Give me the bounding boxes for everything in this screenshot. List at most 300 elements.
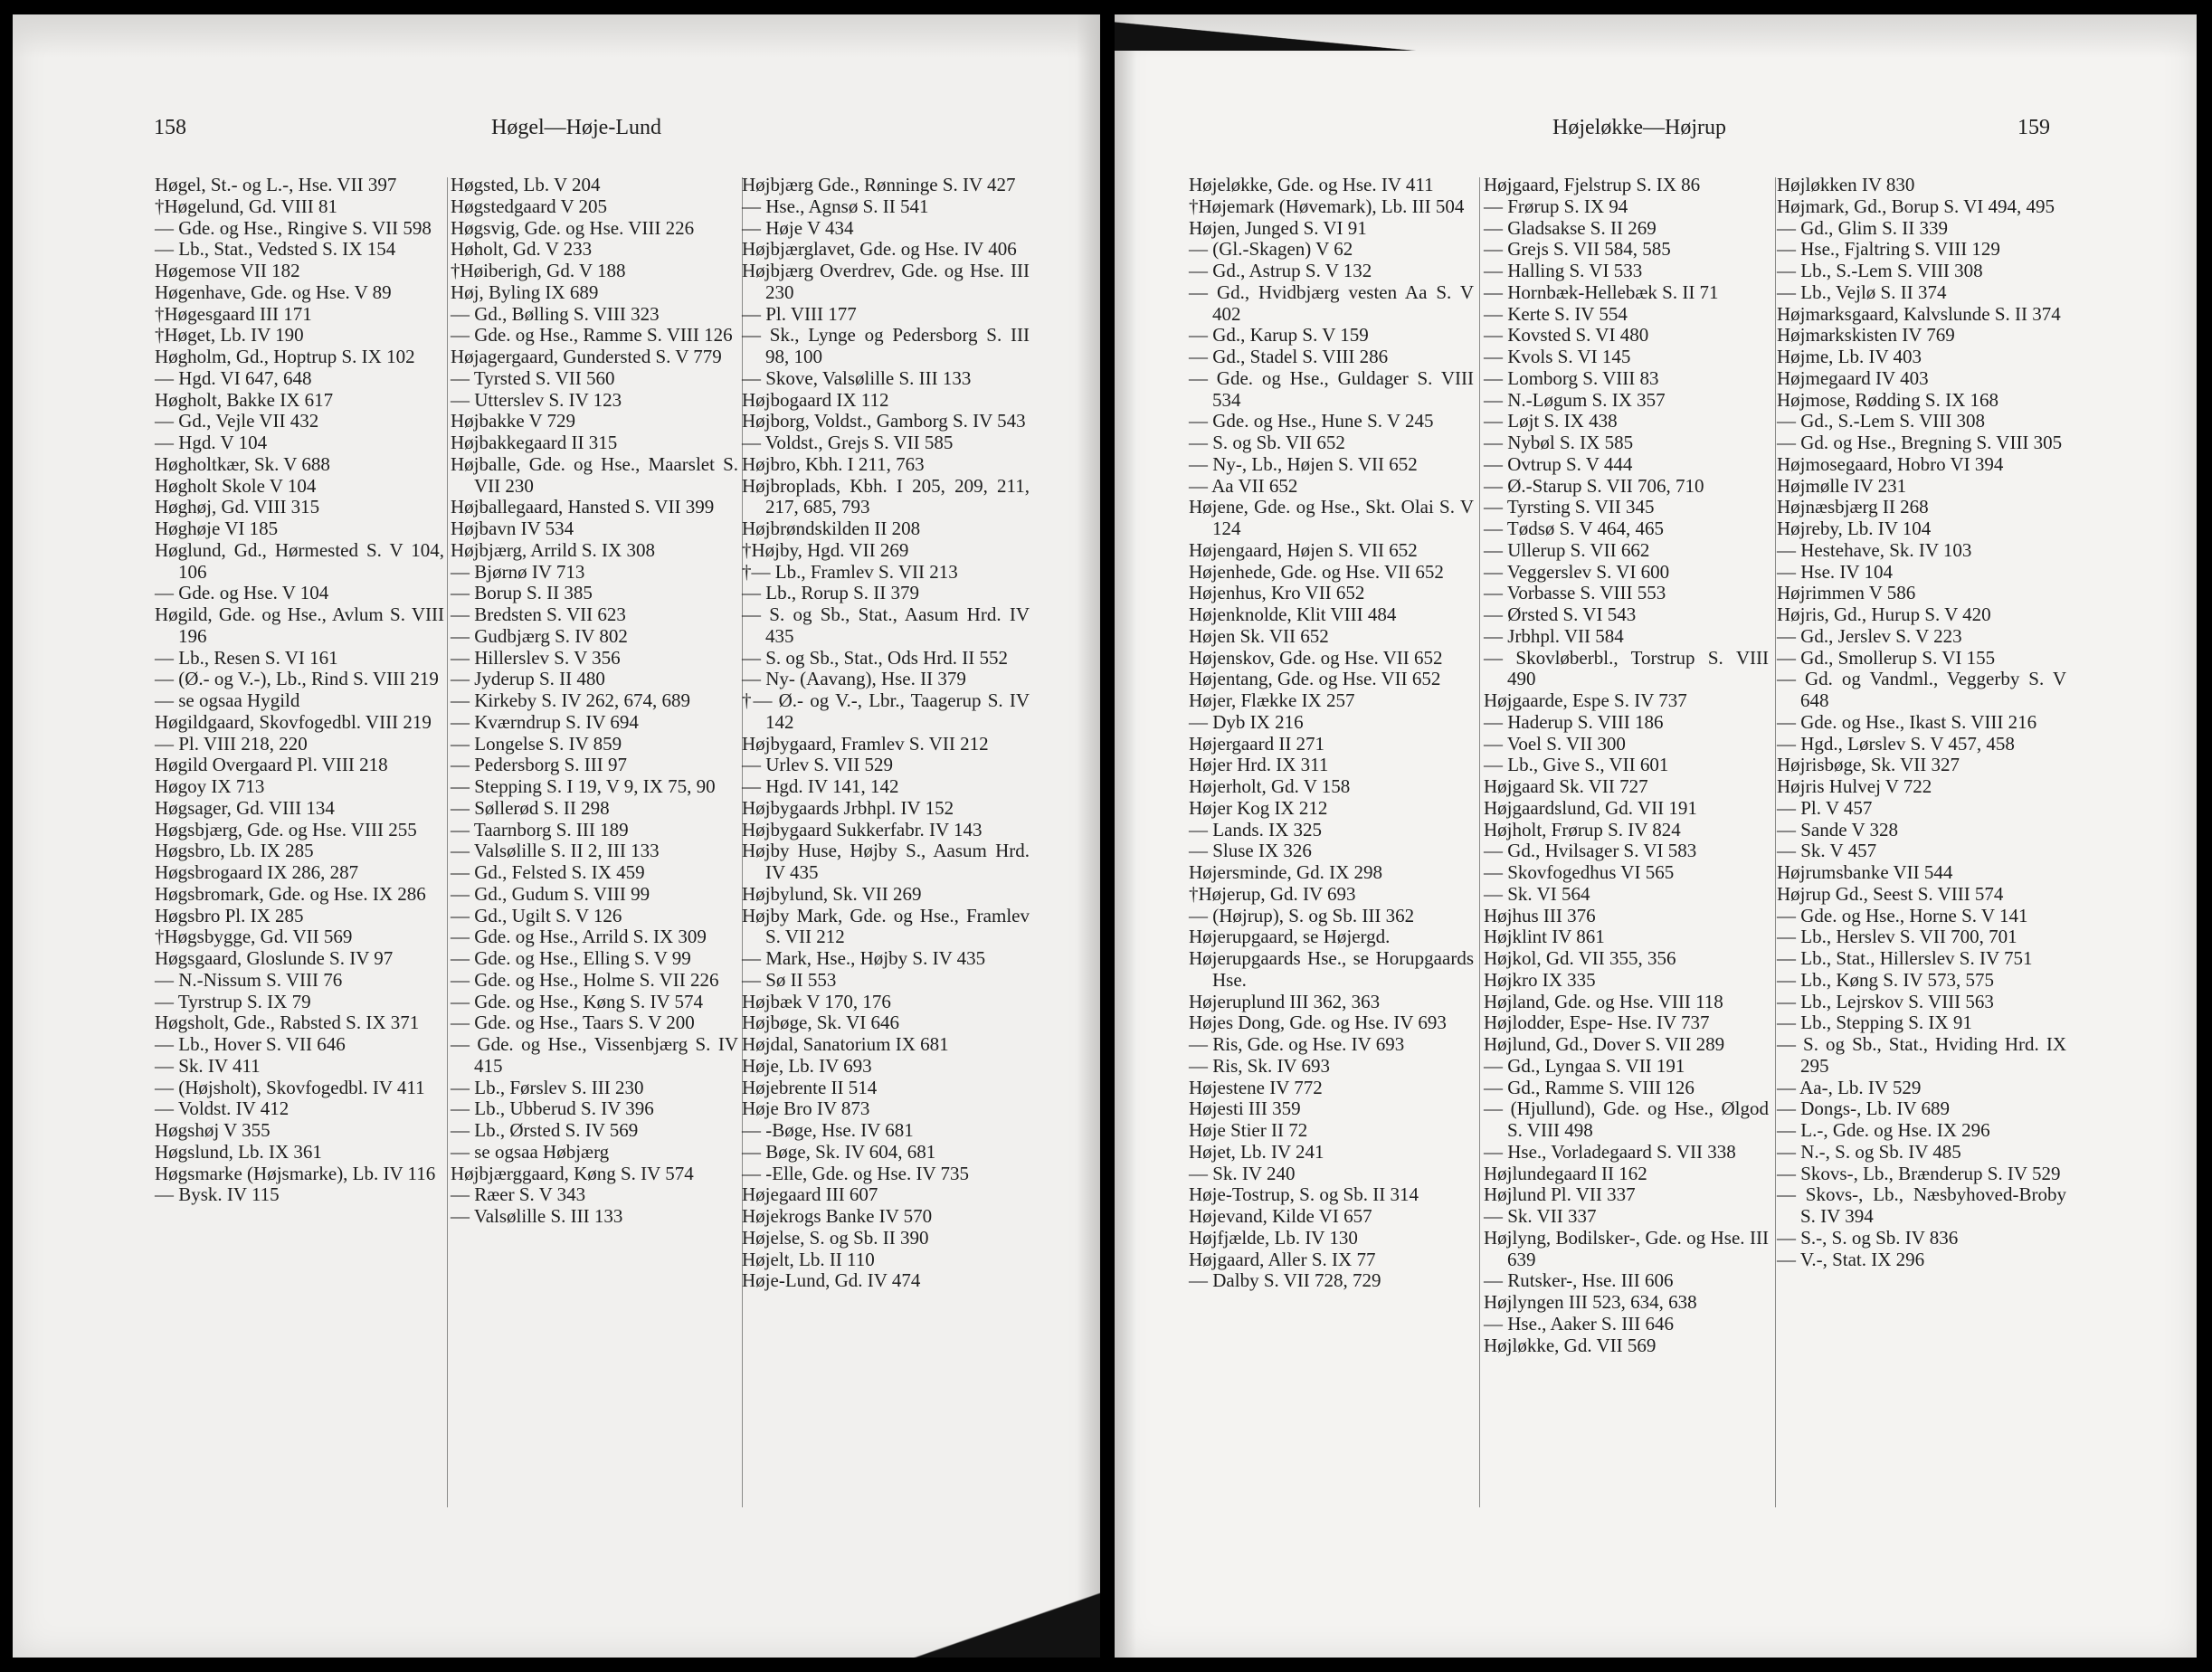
index-entry: — Valsølille S. II 2, III 133 — [451, 840, 660, 862]
index-entry: Høgsmarke (Højsmarke), Lb. IV 116 — [155, 1162, 436, 1184]
index-entry: — Lb., Herslev S. VII 700, 701 — [1777, 926, 2017, 948]
index-entry: — Sk. V 457 — [1777, 840, 1877, 862]
index-entry: Høgsager, Gd. VIII 134 — [155, 796, 335, 819]
index-entry: — Lb., Førslev S. III 230 — [451, 1076, 644, 1098]
index-entry: Højgaard, Aller S. IX 77 — [1189, 1248, 1376, 1270]
index-entry: Høje-Lund, Gd. IV 474 — [742, 1269, 921, 1292]
index-entry: Høje, Lb. IV 693 — [742, 1054, 872, 1077]
index-entry: — Ullerup S. VII 662 — [1484, 538, 1650, 561]
index-entry: — Kirkeby S. IV 262, 674, 689 — [451, 689, 691, 711]
index-entry: — Hgd. VI 647, 648 — [155, 366, 312, 389]
index-entry: Højengaard, Højen S. VII 652 — [1189, 538, 1418, 561]
index-entry: — Lb., Give S., VII 601 — [1484, 754, 1669, 776]
index-entry: — Gd., S.-Lem S. VIII 308 — [1777, 410, 1986, 432]
index-entry: Høgholt Skole V 104 — [155, 474, 317, 497]
index-entry: — Gde. og Hse., Taars S. V 200 — [451, 1012, 695, 1034]
index-entry: Højmarksgaard, Kalvslunde S. II 374 — [1777, 302, 2061, 325]
index-entry: Høgshøj V 355 — [155, 1119, 271, 1141]
index-entry: — Stepping S. I 19, V 9, IX 75, 90 — [451, 775, 716, 797]
index-entry: — Gde. og Hse., Ramme S. VIII 126 — [451, 324, 733, 347]
index-entry: — S. og Sb., Stat., Aasum Hrd. IV 435 — [742, 603, 1030, 647]
index-entry: Højlund Pl. VII 337 — [1484, 1183, 1636, 1206]
index-entry: Højbjærg Overdrev, Gde. og Hse. III 230 — [742, 260, 1030, 303]
index-entry: Højebrente II 514 — [742, 1076, 878, 1098]
index-entry: Høje-Tostrup, S. og Sb. II 314 — [1189, 1183, 1419, 1206]
left-page-header — [13, 116, 1100, 143]
index-entry: †Høiberigh, Gd. V 188 — [451, 260, 626, 281]
index-entry: — Skove, Valsølille S. III 133 — [742, 366, 972, 389]
index-entry: — Rutsker-, Hse. III 606 — [1484, 1269, 1674, 1292]
index-entry: Høgemose VII 182 — [155, 260, 300, 281]
index-entry: — Hillerslev S. V 356 — [451, 646, 621, 669]
index-entry: — Skovløberbl., Torstrup S. VIII 490 — [1484, 646, 1769, 690]
index-entry: Høgsbrogaard IX 286, 287 — [155, 861, 359, 883]
index-entry: — Gde. og Hse. V 104 — [155, 582, 329, 604]
index-entry: Høglund, Gd., Hørmested S. V 104, 106 — [155, 538, 444, 583]
index-entry: — Dongs-, Lb. IV 689 — [1777, 1097, 1950, 1120]
left-page-number: 158 — [154, 116, 186, 139]
index-entry: Høje Stier II 72 — [1189, 1119, 1308, 1141]
index-entry: Højballe, Gde. og Hse., Maarslet S. VII 230 — [451, 452, 738, 497]
index-entry: Højby Mark, Gde. og Hse., Framlev S. VII 212 — [742, 904, 1030, 948]
index-entry: Højrumsbanke VII 544 — [1777, 861, 1953, 883]
index-entry: — Gd. og Hse., Bregning S. VIII 305 — [1777, 432, 2063, 453]
column-divider — [1775, 177, 1776, 1507]
index-entry: — Voldst. IV 412 — [155, 1097, 290, 1120]
index-entry: Højlyngen III 523, 634, 638 — [1484, 1291, 1697, 1313]
index-entry: — Pedersborg S. III 97 — [451, 754, 628, 776]
index-entry: Højentang, Gde. og Hse. VII 652 — [1189, 668, 1441, 690]
index-entry: Højene, Gde. og Hse., Skt. Olai S. V 124 — [1189, 496, 1474, 539]
index-entry: — Hestehave, Sk. IV 103 — [1777, 538, 1972, 561]
index-entry: Højbæk V 170, 176 — [742, 990, 891, 1012]
index-entry: Høj, Byling IX 689 — [451, 280, 599, 303]
index-entry: — Hgd. IV 141, 142 — [742, 775, 899, 797]
index-entry: — Gde. og Hse., Guldager S. VIII 534 — [1189, 366, 1474, 411]
index-entry: — Vorbasse S. VIII 553 — [1484, 582, 1666, 604]
index-entry: — S.-, S. og Sb. IV 836 — [1777, 1226, 1959, 1249]
index-entry: — Taarnborg S. III 189 — [451, 818, 629, 841]
index-entry: — Gd., Lyngaa S. VII 191 — [1484, 1054, 1685, 1077]
index-entry: — Sk. VII 337 — [1484, 1205, 1597, 1227]
index-entry: — Gd., Hvidbjærg vesten Aa S. V 402 — [1189, 280, 1474, 325]
right-column-3 — [1777, 175, 2066, 1270]
index-entry: — Veggerslev S. VI 600 — [1484, 560, 1670, 583]
index-entry: Højbygaards Jrbhpl. IV 152 — [742, 796, 954, 819]
index-entry: Højmølle IV 231 — [1777, 474, 1907, 497]
index-entry: Højerholt, Gd. V 158 — [1189, 775, 1351, 797]
index-entry: — S. og Sb., Stat., Hviding Hrd. IX 295 — [1777, 1033, 2066, 1077]
index-entry: Højrisbøge, Sk. VII 327 — [1777, 754, 1960, 776]
left-page — [13, 14, 1100, 1658]
index-entry: — Gde. og Hse., Hune S. V 245 — [1189, 410, 1434, 432]
index-entry: Højeruplund III 362, 363 — [1189, 990, 1381, 1012]
index-entry: Højen Sk. VII 652 — [1189, 624, 1329, 647]
index-entry: Højgaard, Fjelstrup S. IX 86 — [1484, 174, 1701, 195]
index-entry: Højersminde, Gd. IX 298 — [1189, 861, 1383, 883]
index-entry: — Skovfogedhus VI 565 — [1484, 861, 1675, 883]
index-entry: Højenhus, Kro VII 652 — [1189, 582, 1365, 604]
index-entry: Høgildgaard, Skovfogedbl. VIII 219 — [155, 710, 432, 733]
index-entry: Høgel, St.- og L.-, Hse. VII 397 — [155, 174, 397, 195]
index-entry: — Gd., Karup S. V 159 — [1189, 324, 1369, 347]
page-shading — [13, 14, 1100, 58]
index-entry: Højbakkegaard II 315 — [451, 432, 618, 453]
index-entry: Høgsbro Pl. IX 285 — [155, 904, 304, 926]
index-entry: Høgild, Gde. og Hse., Avlum S. VIII 196 — [155, 603, 444, 647]
index-entry: — -Elle, Gde. og Hse. IV 735 — [742, 1162, 969, 1184]
index-entry: — Tyrsting S. VII 345 — [1484, 496, 1655, 518]
index-entry: — Aa VII 652 — [1189, 474, 1298, 497]
gutter-shadow — [1115, 14, 1136, 1658]
index-entry: — Hgd. V 104 — [155, 432, 268, 453]
index-entry: Højme, Lb. IV 403 — [1777, 346, 1922, 367]
index-entry: — Ris, Sk. IV 693 — [1189, 1054, 1330, 1077]
index-entry: — Gde. og Hse., Arrild S. IX 309 — [451, 926, 707, 948]
index-entry: — Gd., Glim S. II 339 — [1777, 216, 1948, 239]
index-entry: Højklint IV 861 — [1484, 926, 1605, 948]
index-entry: Højer, Flække IX 257 — [1189, 689, 1355, 711]
index-entry: — se ogsaa Hygild — [155, 689, 300, 711]
index-entry: — (Højrup), S. og Sb. III 362 — [1189, 904, 1415, 926]
index-entry: Højenhede, Gde. og Hse. VII 652 — [1189, 560, 1444, 583]
index-entry: Højløkken IV 830 — [1777, 174, 1915, 195]
index-entry: — Løjt S. IX 438 — [1484, 410, 1618, 432]
index-entry: — Gde. og Hse., Vissenbjærg S. IV 415 — [451, 1033, 738, 1077]
index-entry: Højmosegaard, Hobro VI 394 — [1777, 452, 2004, 475]
index-entry: — Voel S. VII 300 — [1484, 732, 1626, 755]
column-divider — [1479, 177, 1480, 1507]
index-entry: †Høget, Lb. IV 190 — [155, 324, 304, 347]
index-entry: — Lb., Ubberud S. IV 396 — [451, 1097, 654, 1120]
index-entry: Høgholtkær, Sk. V 688 — [155, 452, 330, 475]
index-entry: †— Ø.- og V.-, Lbr., Taagerup S. IV 142 — [742, 689, 1030, 733]
index-entry: Højbjærggaard, Køng S. IV 574 — [451, 1162, 694, 1184]
index-entry: — Gd., Ugilt S. V 126 — [451, 904, 622, 926]
index-entry: — Dalby S. VII 728, 729 — [1189, 1269, 1381, 1292]
index-entry: — Høje V 434 — [742, 216, 854, 239]
index-entry: Højbjærg, Arrild S. IX 308 — [451, 538, 655, 561]
index-entry: — Ø.-Starup S. VII 706, 710 — [1484, 474, 1704, 497]
index-entry: Højlodder, Espe- Hse. IV 737 — [1484, 1012, 1710, 1034]
index-entry: — Skovs-, Lb., Næsbyhoved-Broby S. IV 394 — [1777, 1183, 2066, 1227]
index-entry: — Lb., Rorup S. II 379 — [742, 582, 919, 604]
index-entry: Højelt, Lb. II 110 — [742, 1248, 875, 1270]
index-entry: Højdal, Sanatorium IX 681 — [742, 1033, 949, 1055]
index-entry: Højlundegaard II 162 — [1484, 1162, 1647, 1184]
index-entry: — Urlev S. VII 529 — [742, 754, 894, 776]
index-entry: — Gd., Gudum S. VIII 99 — [451, 882, 650, 905]
index-entry: †Højemark (Høvemark), Lb. III 504 — [1189, 195, 1465, 217]
index-entry: — Bysk. IV 115 — [155, 1183, 280, 1206]
index-entry: Højrup Gd., Seest S. VIII 574 — [1777, 882, 2004, 905]
index-entry: — Sk. IV 411 — [155, 1054, 261, 1077]
gutter-shadow — [1077, 14, 1100, 1658]
index-entry: — Jrbhpl. VII 584 — [1484, 624, 1624, 647]
right-page — [1115, 14, 2197, 1658]
index-entry: Højreby, Lb. IV 104 — [1777, 518, 1932, 539]
index-entry: — Hse., Aaker S. III 646 — [1484, 1312, 1674, 1335]
index-entry: — Halling S. VI 533 — [1484, 260, 1643, 281]
index-entry: — Søllerød S. II 298 — [451, 796, 610, 819]
index-entry: Højbavn IV 534 — [451, 518, 574, 539]
index-entry: Høghøj, Gd. VIII 315 — [155, 496, 320, 518]
right-column-1 — [1189, 175, 1474, 1292]
index-entry: Højlyng, Bodilsker-, Gde. og Hse. III 639 — [1484, 1226, 1769, 1270]
index-entry: — Ovtrup S. V 444 — [1484, 452, 1633, 475]
index-entry: — Skovs-, Lb., Brænderup S. IV 529 — [1777, 1162, 2061, 1184]
index-entry: — Lb., Resen S. VI 161 — [155, 646, 338, 669]
index-entry: Høgsbjærg, Gde. og Hse. VIII 255 — [155, 818, 417, 841]
index-entry: — Bøge, Sk. IV 604, 681 — [742, 1140, 936, 1163]
index-entry: Høgsted, Lb. V 204 — [451, 174, 601, 195]
right-page-header — [1115, 116, 2197, 143]
index-entry: — Tyrsted S. VII 560 — [451, 366, 615, 389]
index-entry: Højelse, S. og Sb. II 390 — [742, 1226, 929, 1249]
index-entry: Højmegaard IV 403 — [1777, 366, 1929, 389]
index-entry: Højbjærglavet, Gde. og Hse. IV 406 — [742, 238, 1017, 261]
index-entry: †Høgesgaard III 171 — [155, 302, 312, 325]
index-entry: — Mark, Hse., Højby S. IV 435 — [742, 947, 986, 969]
index-entry: Højgaarde, Espe S. IV 737 — [1484, 689, 1687, 711]
index-entry: — S. og Sb. VII 652 — [1189, 432, 1345, 453]
index-entry: Højegaard III 607 — [742, 1183, 878, 1206]
index-entry: Højekrogs Banke IV 570 — [742, 1205, 933, 1227]
index-entry: Højbro, Kbh. I 211, 763 — [742, 452, 925, 475]
index-entry: Høgoy IX 713 — [155, 775, 265, 797]
index-entry: Højgaard Sk. VII 727 — [1484, 775, 1648, 797]
index-entry: Høgild Overgaard Pl. VIII 218 — [155, 754, 388, 776]
index-entry: — Hornbæk-Hellebæk S. II 71 — [1484, 280, 1719, 303]
left-running-head: Høgel—Høje-Lund — [491, 116, 661, 139]
index-entry: — Utterslev S. IV 123 — [451, 388, 622, 411]
index-entry: Højnæsbjærg II 268 — [1777, 496, 1929, 518]
index-entry: — Longelse S. IV 859 — [451, 732, 622, 755]
index-entry: — Sk. VI 564 — [1484, 882, 1590, 905]
index-entry: Højbrøndskilden II 208 — [742, 518, 921, 539]
index-entry: — Ørsted S. VI 543 — [1484, 603, 1637, 625]
left-column-3 — [742, 175, 1030, 1292]
right-column-2 — [1484, 175, 1769, 1356]
index-entry: — Lb., Stat., Hillerslev S. IV 751 — [1777, 947, 2033, 969]
index-entry: — (Højsholt), Skovfogedbl. IV 411 — [155, 1076, 425, 1098]
index-entry: — Lb., S.-Lem S. VIII 308 — [1777, 260, 1983, 281]
index-entry: Højergaard II 271 — [1189, 732, 1325, 755]
index-entry: — Gde. og Hse., Ikast S. VIII 216 — [1777, 710, 2037, 733]
index-entry: — Hse., Fjaltring S. VIII 129 — [1777, 238, 2000, 261]
index-entry: — Sande V 328 — [1777, 818, 1898, 841]
index-entry: Højhus III 376 — [1484, 904, 1596, 926]
index-entry: Højbygaard Sukkerfabr. IV 143 — [742, 818, 983, 841]
index-entry: — (Ø.- og V.-), Lb., Rind S. VIII 219 — [155, 668, 439, 690]
index-entry: — Frørup S. IX 94 — [1484, 195, 1628, 217]
index-entry: — Gd., Hvilsager S. VI 583 — [1484, 840, 1697, 862]
index-entry: — Lb., Vejlø S. II 374 — [1777, 280, 1947, 303]
index-entry: Højholt, Frørup S. IV 824 — [1484, 818, 1681, 841]
left-column-1 — [155, 175, 444, 1206]
index-entry: — Pl. V 457 — [1777, 796, 1873, 819]
index-entry: — Kerte S. IV 554 — [1484, 302, 1628, 325]
index-entry: Højlund, Gd., Dover S. VII 289 — [1484, 1033, 1725, 1055]
index-entry: — Hse. IV 104 — [1777, 560, 1893, 583]
page-curl-shadow — [1115, 14, 1495, 51]
index-entry: — Hse., Vorladegaard S. VII 338 — [1484, 1140, 1736, 1163]
index-entry: — Pl. VIII 218, 220 — [155, 732, 308, 755]
index-entry: — Tødsø S. V 464, 465 — [1484, 518, 1664, 539]
index-entry: Højris, Gd., Hurup S. V 420 — [1777, 603, 1991, 625]
index-entry: — S. og Sb., Stat., Ods Hrd. II 552 — [742, 646, 1009, 669]
index-entry: — V.-, Stat. IX 296 — [1777, 1248, 1925, 1270]
index-entry: Højborg, Voldst., Gamborg S. IV 543 — [742, 410, 1026, 432]
index-entry: — Voldst., Grejs S. VII 585 — [742, 432, 954, 453]
index-entry: Høghøje VI 185 — [155, 518, 279, 539]
index-entry: — Hgd., Lørslev S. V 457, 458 — [1777, 732, 2015, 755]
index-entry: Højløkke, Gd. VII 569 — [1484, 1334, 1657, 1356]
index-entry: — Bjørnø IV 713 — [451, 560, 585, 583]
index-entry: Højet, Lb. IV 241 — [1189, 1140, 1324, 1163]
index-entry: Høgholm, Gd., Hoptrup S. IX 102 — [155, 346, 415, 367]
column-divider — [447, 177, 448, 1507]
index-entry: Højrimmen V 586 — [1777, 582, 1916, 604]
index-entry: — Lb., Køng S. IV 573, 575 — [1777, 968, 1994, 991]
index-entry: — Gd., Vejle VII 432 — [155, 410, 319, 432]
index-entry: Højbjærg Gde., Rønninge S. IV 427 — [742, 174, 1016, 195]
index-entry: — Gudbjærg S. IV 802 — [451, 624, 628, 647]
index-entry: — Lb., Ørsted S. IV 569 — [451, 1119, 639, 1141]
right-page-number: 159 — [2017, 116, 2050, 139]
index-entry: Højer Hrd. IX 311 — [1189, 754, 1329, 776]
index-entry: — Valsølille S. III 133 — [451, 1205, 623, 1227]
index-entry: Højballegaard, Hansted S. VII 399 — [451, 496, 715, 518]
index-entry: — Jyderup S. II 480 — [451, 668, 605, 690]
index-entry: †Høgsbygge, Gd. VII 569 — [155, 926, 353, 948]
index-entry: — Gd., Bølling S. VIII 323 — [451, 302, 660, 325]
index-entry: — Ris, Gde. og Hse. IV 693 — [1189, 1033, 1405, 1055]
index-entry: Højeløkke, Gde. og Hse. IV 411 — [1189, 174, 1434, 195]
index-entry: Højerupgaards Hse., se Horupgaards Hse. — [1189, 947, 1474, 991]
index-entry: †Højerup, Gd. IV 693 — [1189, 882, 1356, 905]
index-entry: Høgsbromark, Gde. og Hse. IX 286 — [155, 882, 426, 905]
index-entry: — Gd., Astrup S. V 132 — [1189, 260, 1372, 281]
index-entry: — Lomborg S. VIII 83 — [1484, 366, 1659, 389]
index-entry: — Gde. og Hse., Elling S. V 99 — [451, 947, 691, 969]
index-entry: — Gd., Ramme S. VIII 126 — [1484, 1076, 1695, 1098]
right-running-head: Højeløkke—Højrup — [1552, 116, 1726, 139]
index-entry: Højmose, Rødding S. IX 168 — [1777, 388, 1999, 411]
index-entry: Højbøge, Sk. VI 646 — [742, 1012, 900, 1034]
index-entry: Højbakke V 729 — [451, 410, 576, 432]
index-entry: — Pl. VIII 177 — [742, 302, 857, 325]
index-entry: — Gd., Smollerup S. VI 155 — [1777, 646, 1996, 669]
index-entry: — Sk. IV 240 — [1189, 1162, 1296, 1184]
index-entry: — Gde. og Hse., Horne S. V 141 — [1777, 904, 2028, 926]
index-entry: — Gd., Stadel S. VIII 286 — [1189, 346, 1389, 367]
index-entry: Højesti III 359 — [1189, 1097, 1301, 1120]
index-entry: — Gde. og Hse., Køng S. IV 574 — [451, 990, 704, 1012]
index-entry: — Hse., Agnsø S. II 541 — [742, 195, 929, 217]
index-entry: — Lb., Lejrskov S. VIII 563 — [1777, 990, 1994, 1012]
index-entry: — Aa-, Lb. IV 529 — [1777, 1076, 1922, 1098]
index-entry: — se ogsaa Høbjærg — [451, 1140, 610, 1163]
index-entry: — Kvols S. VI 145 — [1484, 346, 1631, 367]
index-entry: Høgenhave, Gde. og Hse. V 89 — [155, 280, 392, 303]
index-entry: Høgslund, Lb. IX 361 — [155, 1140, 322, 1163]
index-entry: — N.-Løgum S. IX 357 — [1484, 388, 1666, 411]
index-entry: — Gd., Felsted S. IX 459 — [451, 861, 645, 883]
index-entry: — Sluse IX 326 — [1189, 840, 1312, 862]
index-entry: Højerupgaard, se Højergd. — [1189, 926, 1391, 948]
index-entry: — Gd. og Vandml., Veggerby S. V 648 — [1777, 668, 2066, 711]
index-entry: Høgsbro, Lb. IX 285 — [155, 840, 314, 862]
index-entry: Højmark, Gd., Borup S. VI 494, 495 — [1777, 195, 2055, 217]
index-entry: Højby Huse, Højby S., Aasum Hrd. IV 435 — [742, 840, 1030, 883]
index-entry: Høholt, Gd. V 233 — [451, 238, 593, 261]
index-entry: Højbylund, Sk. VII 269 — [742, 882, 922, 905]
index-entry: Højenskov, Gde. og Hse. VII 652 — [1189, 646, 1443, 669]
index-entry: — Tyrstrup S. IX 79 — [155, 990, 311, 1012]
index-entry: — Nybøl S. IX 585 — [1484, 432, 1634, 453]
index-entry: †— Lb., Framlev S. VII 213 — [742, 560, 958, 583]
index-entry: — L.-, Gde. og Hse. IX 296 — [1777, 1119, 1990, 1141]
index-entry: — Gladsakse S. II 269 — [1484, 216, 1657, 239]
index-entry: Højen, Junged S. VI 91 — [1189, 216, 1367, 239]
index-entry: Højland, Gde. og Hse. VIII 118 — [1484, 990, 1723, 1012]
index-entry: Høje Bro IV 873 — [742, 1097, 870, 1120]
index-entry: Højagergaard, Gundersted S. V 779 — [451, 346, 722, 367]
index-entry: Højbogaard IX 112 — [742, 388, 889, 411]
index-entry: — (Gl.-Skagen) V 62 — [1189, 238, 1353, 261]
index-entry: — Kværndrup S. IV 694 — [451, 710, 639, 733]
index-entry: — Borup S. II 385 — [451, 582, 593, 604]
index-entry: Højkol, Gd. VII 355, 356 — [1484, 947, 1676, 969]
index-entry: — (Hjullund), Gde. og Hse., Ølgod S. VIII 498 — [1484, 1097, 1769, 1141]
index-entry: Højmarkskisten IV 769 — [1777, 324, 1955, 347]
index-entry: — Kovsted S. VI 480 — [1484, 324, 1649, 347]
page-corner-shadow — [892, 1585, 1100, 1658]
index-entry: †Høgelund, Gd. VIII 81 — [155, 195, 338, 217]
index-entry: — N.-, S. og Sb. IV 485 — [1777, 1140, 1961, 1163]
index-entry: — Gde. og Hse., Ringive S. VII 598 — [155, 216, 432, 239]
index-entry: Høgsvig, Gde. og Hse. VIII 226 — [451, 216, 695, 239]
index-entry: — Ræer S. V 343 — [451, 1183, 586, 1206]
index-entry: Høgsgaard, Gloslunde S. IV 97 — [155, 947, 394, 969]
left-column-2 — [451, 175, 738, 1228]
index-entry: — -Bøge, Hse. IV 681 — [742, 1119, 914, 1141]
index-entry: — Ny- (Aavang), Hse. II 379 — [742, 668, 966, 690]
index-entry: — N.-Nissum S. VIII 76 — [155, 968, 343, 991]
index-entry: — Ny-, Lb., Højen S. VII 652 — [1189, 452, 1418, 475]
index-entry: Højer Kog IX 212 — [1189, 796, 1328, 819]
index-entry: Højkro IX 335 — [1484, 968, 1596, 991]
index-entry: Højestene IV 772 — [1189, 1076, 1323, 1098]
index-entry: Høgholt, Bakke IX 617 — [155, 388, 334, 411]
index-entry: — Haderup S. VIII 186 — [1484, 710, 1664, 733]
index-entry: Højevand, Kilde VI 657 — [1189, 1205, 1372, 1227]
index-entry: — Lb., Stepping S. IX 91 — [1777, 1012, 1972, 1034]
index-entry: — Lb., Stat., Vedsted S. IX 154 — [155, 238, 396, 261]
index-entry: — Grejs S. VII 584, 585 — [1484, 238, 1671, 261]
index-entry: Høgsholt, Gde., Rabsted S. IX 371 — [155, 1012, 420, 1034]
index-entry: — Dyb IX 216 — [1189, 710, 1304, 733]
index-entry: — Gde. og Hse., Holme S. VII 226 — [451, 968, 719, 991]
index-entry: †Højby, Hgd. VII 269 — [742, 538, 909, 561]
index-entry: Højbygaard, Framlev S. VII 212 — [742, 732, 989, 755]
index-entry: — Bredsten S. VII 623 — [451, 603, 626, 625]
index-entry: — Lands. IX 325 — [1189, 818, 1322, 841]
index-entry: — Sø II 553 — [742, 968, 837, 991]
index-entry: Højgaardslund, Gd. VII 191 — [1484, 796, 1697, 819]
index-entry: Højbroplads, Kbh. I 205, 209, 211, 217, 685, 793 — [742, 474, 1030, 518]
